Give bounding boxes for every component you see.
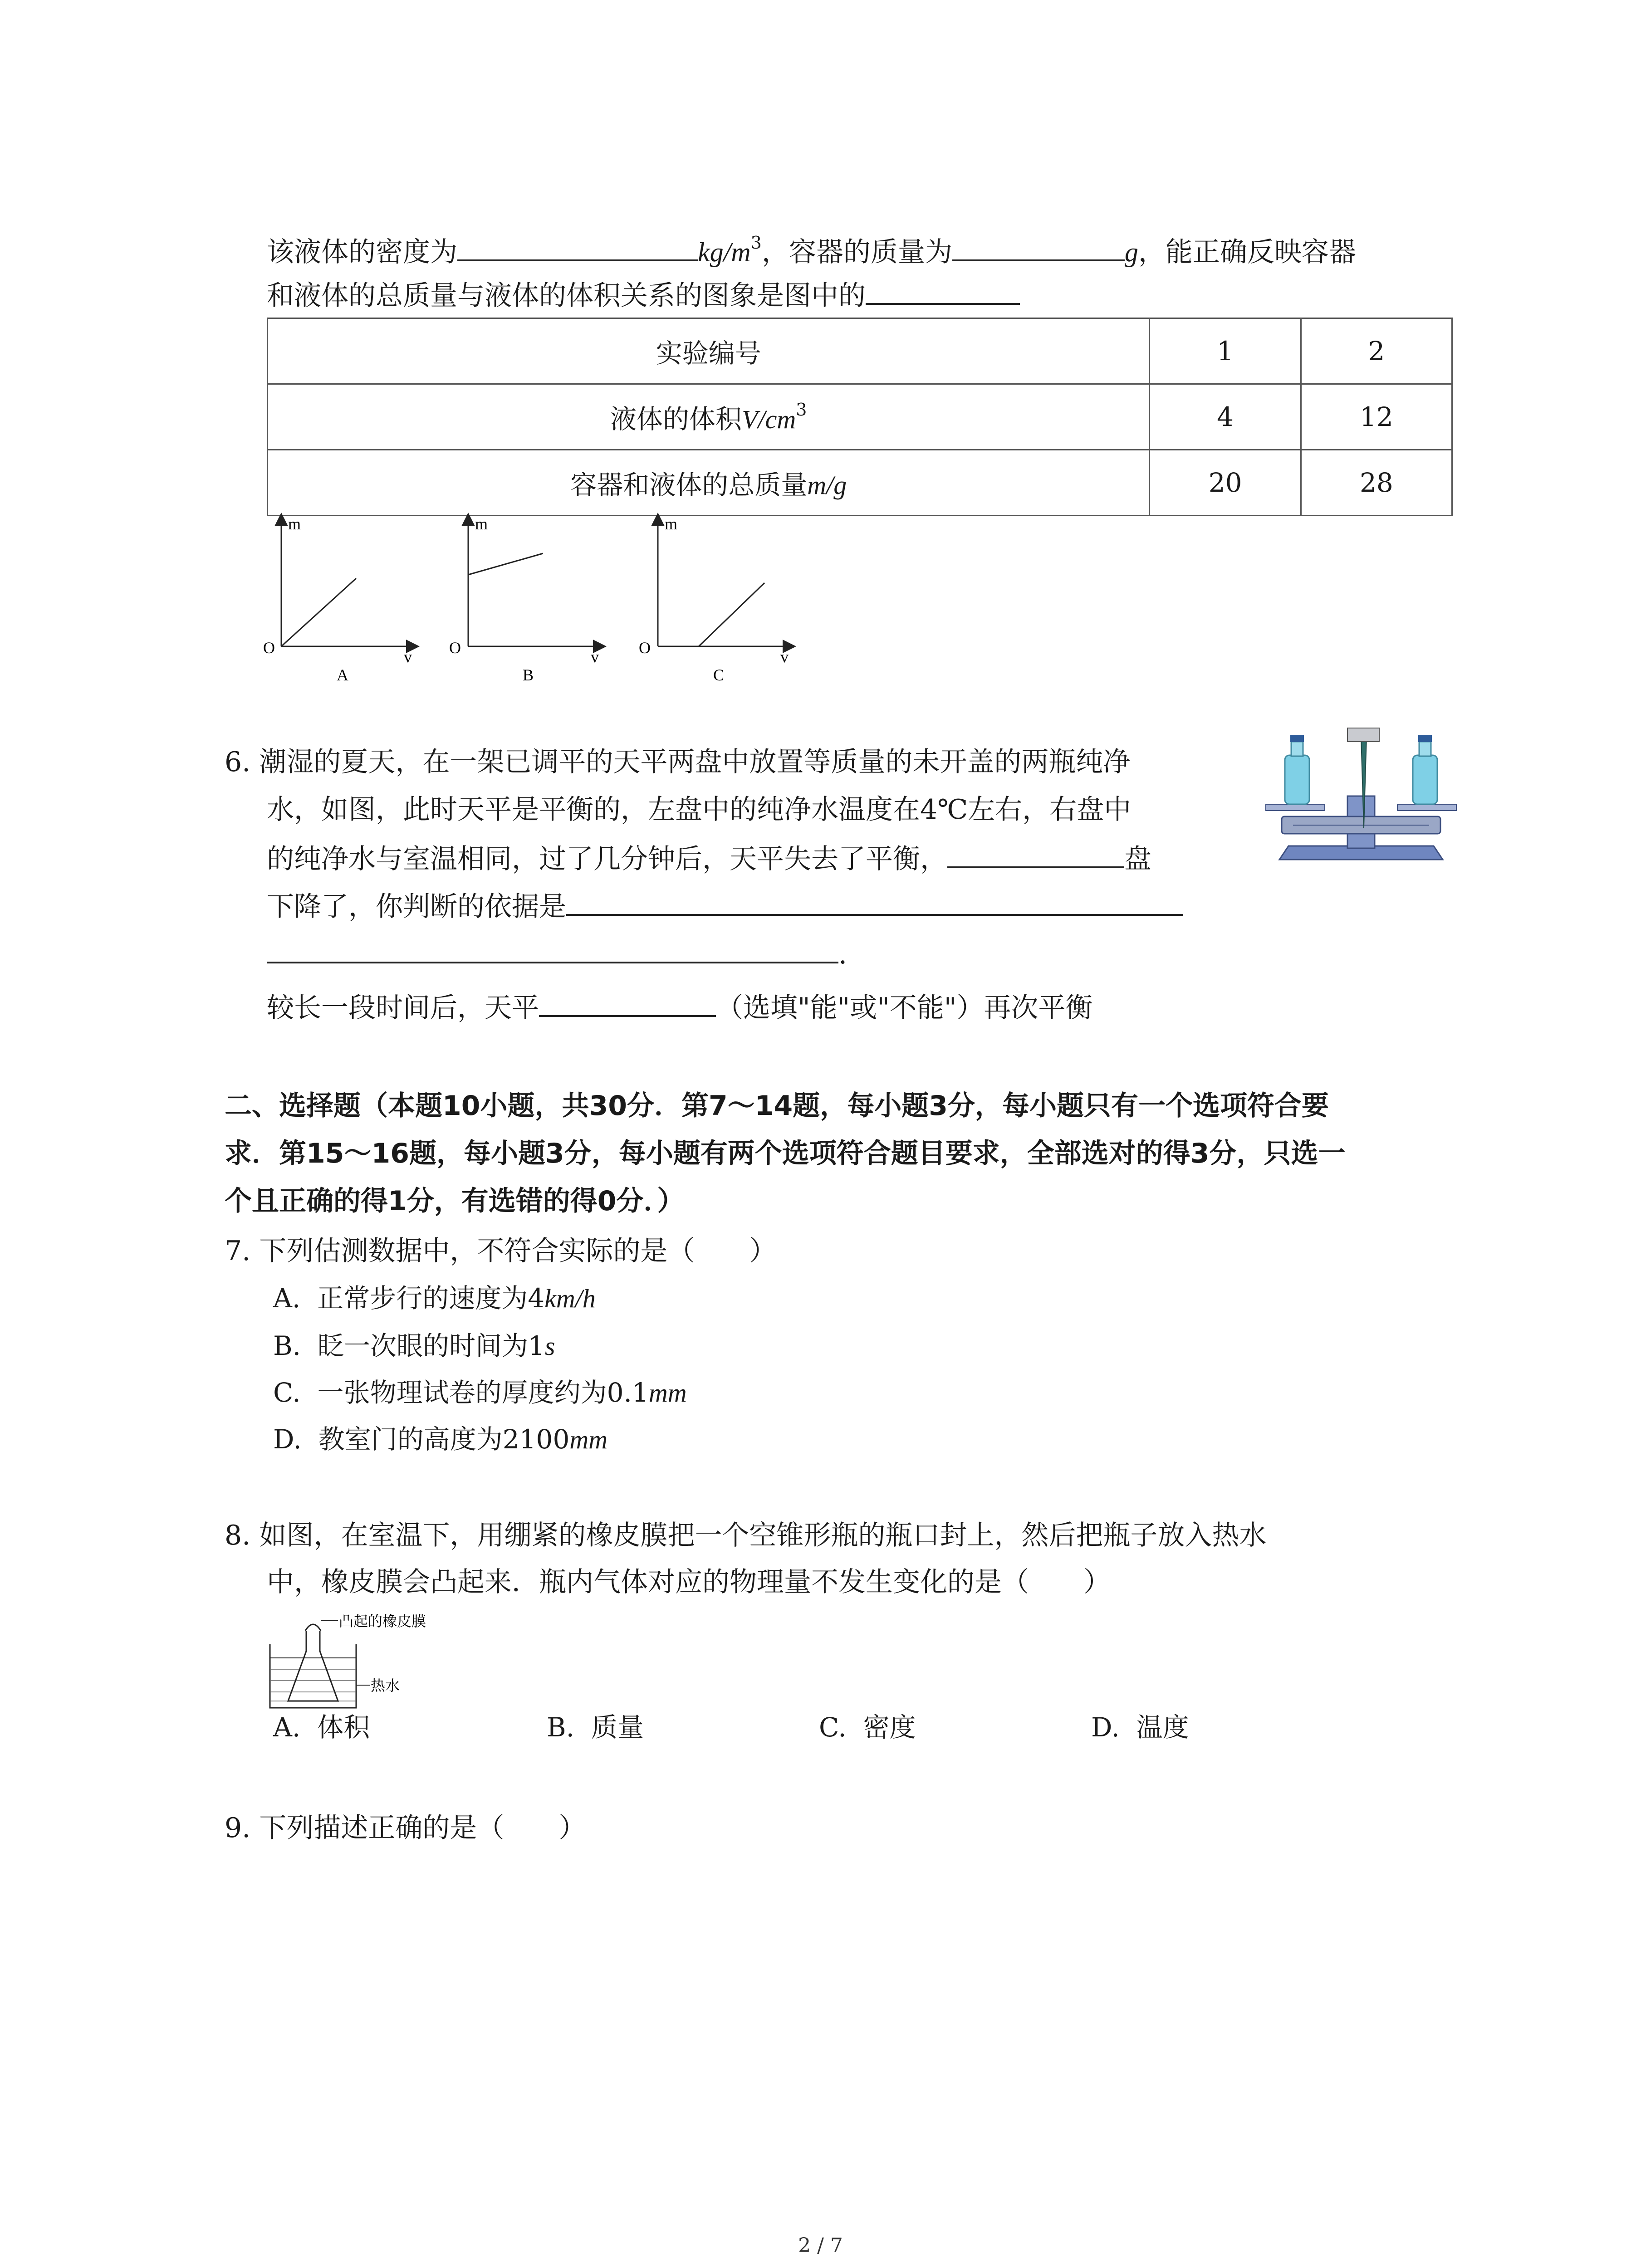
q5-text-line2: 和液体的总质量与液体的体积关系的图象是图中的 xyxy=(267,280,866,312)
q8-option-c[interactable] xyxy=(819,1709,916,1745)
section2-text-line2: 求．第15～16题，每小题3分，每小题有两个选项符合题目要求，全部选对的得3分，只选一 xyxy=(225,1138,1346,1169)
graph-c-origin: O xyxy=(639,639,651,657)
q6-text-line2: 水，如图，此时天平是平衡的，左盘中的纯净水温度在4℃左右，右盘中 xyxy=(267,794,1132,826)
membrane-label: 凸起的橡皮膜 xyxy=(339,1613,426,1630)
balance-again-blank[interactable] xyxy=(539,988,716,1017)
q6-line4 xyxy=(267,887,1183,925)
q6-text-line1: 6. 潮湿的夏天，在一架已调平的天平两盘中放置等质量的未开盖的两瓶纯净 xyxy=(225,746,1131,778)
option-letter: D. xyxy=(1091,1712,1120,1743)
option-text: 密度 xyxy=(863,1712,916,1743)
option-text: 温度 xyxy=(1136,1712,1189,1743)
option-text: 体积 xyxy=(317,1712,370,1743)
graph-a-origin: O xyxy=(263,639,275,657)
graph-b-y-label: m xyxy=(475,515,488,533)
graph-c-label: C xyxy=(713,666,725,684)
graph-b-x-label: v xyxy=(591,648,599,666)
graph-answer-blank[interactable] xyxy=(866,276,1020,305)
bottle-right-icon xyxy=(1413,735,1437,804)
section2-line3 xyxy=(225,1183,685,1219)
option-unit: mm xyxy=(648,1378,687,1408)
option-text: 教室门的高度为2100 xyxy=(318,1424,570,1455)
option-text: 正常步行的速度为4 xyxy=(317,1283,545,1314)
pan-answer-blank[interactable] xyxy=(947,839,1124,868)
density-answer-blank[interactable] xyxy=(457,232,698,261)
mass-answer-blank[interactable] xyxy=(952,232,1125,261)
option-text: 质量 xyxy=(591,1712,644,1743)
section2-line1 xyxy=(225,1088,1329,1124)
q5-line2 xyxy=(267,276,1020,314)
q6-text-line4: 下降了，你判断的依据是 xyxy=(267,891,566,923)
q8-option-d[interactable] xyxy=(1091,1709,1189,1745)
q8-option-b[interactable] xyxy=(547,1709,644,1745)
option-letter: C. xyxy=(273,1377,301,1408)
graph-c-y-label: m xyxy=(665,515,678,533)
balance-scale-image xyxy=(1261,723,1461,873)
reason-answer-blank-2[interactable] xyxy=(267,934,838,963)
q7-text-stem: 7. 下列估测数据中，不符合实际的是（ ） xyxy=(225,1235,777,1267)
q5-text-graph-prompt: ，能正确反映容器 xyxy=(1138,236,1356,268)
section2-text-line1: 二、选择题（本题10小题，共30分．第7～14题，每小题3分，每小题只有一个选项符合要 xyxy=(225,1090,1329,1122)
q6-line6 xyxy=(267,988,1092,1026)
graph-b-label: B xyxy=(523,666,534,684)
flask-hot-water-figure xyxy=(265,1613,474,1712)
bottle-left-icon xyxy=(1285,735,1309,804)
q5-text-mass-prompt: ，容器的质量为 xyxy=(761,236,952,268)
q9-stem xyxy=(225,1810,586,1846)
option-unit: km/h xyxy=(544,1284,596,1313)
experiment-table xyxy=(267,318,1453,516)
graph-c[interactable] xyxy=(639,515,789,684)
hot-water-label: 热水 xyxy=(371,1677,400,1694)
table-row xyxy=(268,450,1452,516)
density-unit-exp: 3 xyxy=(750,233,762,253)
table-cell: 4 xyxy=(1150,384,1301,450)
q8-line2 xyxy=(267,1564,1111,1600)
table-header-cell: 1 xyxy=(1150,318,1301,384)
reason-answer-blank-1[interactable] xyxy=(566,887,1183,916)
table-cell-volume-label xyxy=(268,384,1150,450)
density-unit: kg/m xyxy=(698,237,751,267)
q5-text-density-prompt: 该液体的密度为 xyxy=(267,236,457,268)
option-unit: s xyxy=(544,1331,555,1361)
table-cell: 20 xyxy=(1150,450,1301,516)
volume-label: 液体的体积 xyxy=(610,404,742,435)
option-letter: A. xyxy=(273,1283,301,1314)
volume-unit-exp: 3 xyxy=(796,400,807,420)
q6-line2 xyxy=(267,792,1131,828)
graph-a-label: A xyxy=(337,666,348,684)
q8-option-a[interactable] xyxy=(273,1709,370,1745)
section2-line2 xyxy=(225,1135,1346,1172)
volume-unit: V/cm xyxy=(742,405,796,434)
q7-option-d[interactable] xyxy=(273,1421,607,1458)
q7-option-c[interactable] xyxy=(273,1374,687,1411)
graph-c-line xyxy=(699,583,764,646)
q6-line3 xyxy=(267,839,1151,877)
mass-unit: g xyxy=(1124,237,1138,267)
q8-text-line1: 8. 如图，在室温下，用绷紧的橡皮膜把一个空锥形瓶的瓶口封上，然后把瓶子放入热水 xyxy=(225,1520,1267,1551)
graph-b-origin: O xyxy=(449,639,461,657)
q7-option-a[interactable] xyxy=(273,1280,596,1317)
option-letter: D. xyxy=(273,1424,302,1455)
graph-a-line xyxy=(281,578,356,646)
q7-option-b[interactable] xyxy=(273,1328,555,1364)
section2-text-line3: 个且正确的得1分，有选错的得0分．） xyxy=(225,1185,685,1217)
q6-text-period: . xyxy=(838,938,847,970)
table-cell-mass-label xyxy=(268,450,1150,516)
graph-a[interactable] xyxy=(263,515,413,684)
q9-text-stem: 9. 下列描述正确的是（ ） xyxy=(225,1812,586,1844)
page-number: 2 / 7 xyxy=(798,2234,843,2257)
table-cell: 28 xyxy=(1301,450,1452,516)
graphs-figure xyxy=(259,510,821,701)
option-letter: A. xyxy=(273,1712,301,1743)
q8-line1 xyxy=(225,1517,1266,1554)
option-text: 一张物理试卷的厚度约为0.1 xyxy=(317,1377,649,1408)
option-letter: C. xyxy=(819,1712,847,1743)
table-header-cell: 2 xyxy=(1301,318,1452,384)
option-text: 眨一次眼的时间为1 xyxy=(317,1330,545,1361)
graph-b[interactable] xyxy=(449,515,600,684)
graph-a-y-label: m xyxy=(288,515,301,533)
graph-b-line xyxy=(468,553,543,575)
q6-text-pan: 盘 xyxy=(1124,843,1151,875)
option-letter: B. xyxy=(273,1330,301,1361)
graph-c-x-label: v xyxy=(780,648,789,666)
table-cell: 12 xyxy=(1301,384,1452,450)
q5-line1 xyxy=(267,225,1356,270)
q7-stem xyxy=(225,1233,776,1269)
table-header-cell: 实验编号 xyxy=(268,318,1150,384)
mass-label: 容器和液体的总质量 xyxy=(570,469,808,500)
option-letter: B. xyxy=(547,1712,575,1743)
table-row xyxy=(268,318,1452,384)
q6-line1 xyxy=(225,744,1130,780)
mass-unit-label: m/g xyxy=(807,470,847,500)
q6-text-line3: 的纯净水与室温相同，过了几分钟后，天平失去了平衡， xyxy=(267,843,947,875)
option-unit: mm xyxy=(569,1425,608,1454)
q8-text-line2: 中，橡皮膜会凸起来．瓶内气体对应的物理量不发生变化的是（ ） xyxy=(267,1566,1111,1598)
q6-text-line6b: （选填"能"或"不能"）再次平衡 xyxy=(716,992,1093,1024)
table-row xyxy=(268,384,1452,450)
graph-a-x-label: v xyxy=(404,648,412,666)
q6-text-line6a: 较长一段时间后，天平 xyxy=(267,992,539,1024)
q6-line5 xyxy=(267,934,847,973)
